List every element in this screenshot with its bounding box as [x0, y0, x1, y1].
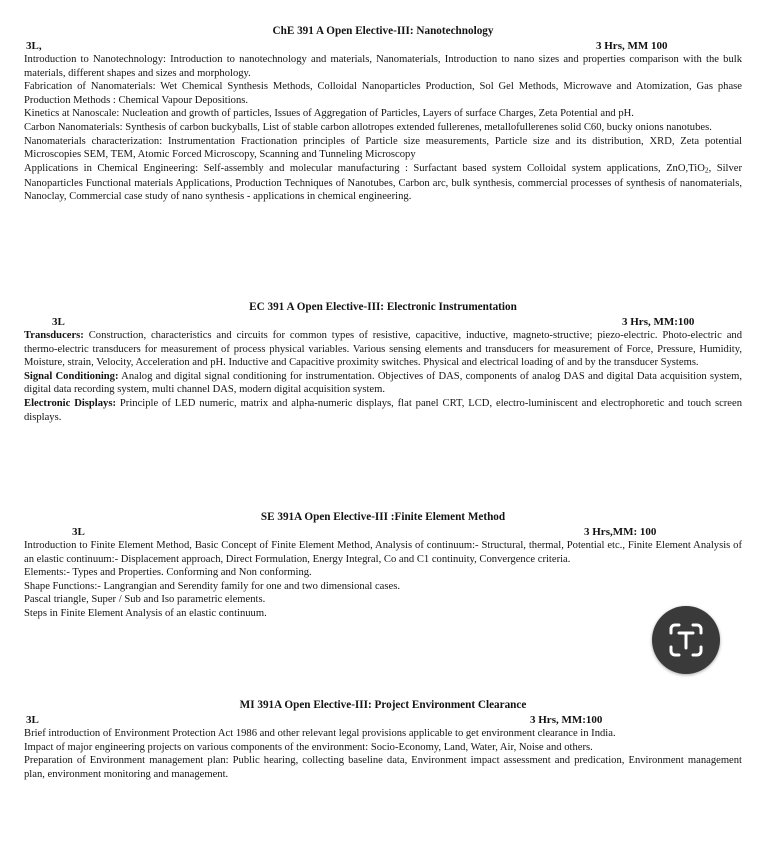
- course-hours: 3 Hrs, MM:100: [622, 316, 695, 328]
- course-content: [24, 727, 742, 781]
- course-hours: 3 Hrs,MM: 100: [584, 526, 657, 538]
- topic-text: Analog and digital signal conditioning for instrumentation. Objectives of DAS, components of analog DAS and digital Data acquisition system, digital data recording system, multi channel DAS, modern digital acquisition system.: [24, 370, 742, 396]
- course-content: [24, 539, 742, 621]
- topic-text: Construction, characteristics and circuits for common types of resistive, capacitive, inductive, magneto-structive; piezo-electric. Photo-electric and thermo-electric transducers for measurement of process physical variables. Various sensing elements and transducers for measurement of Force, Pressure, Humidity, Moisture, strain, Velocity, Acceleration and pH. Inductive and Capacitive proximity switches. Physical and electrical loading of and by the transducer Systems.: [24, 330, 742, 369]
- subscript-two: 2: [704, 165, 709, 175]
- topic-paragraph: Pascal triangle, Super / Sub and Iso parametric elements.: [24, 594, 266, 606]
- topic-paragraph: Carbon Nanomaterials: Synthesis of carbon buckyballs, List of stable carbon allotropes extended fullerenes, metallofullerenes solid C60, bucky onions nanotubes.: [24, 121, 712, 133]
- course-credits: 3L: [72, 526, 85, 538]
- course-credits: 3L,: [26, 40, 42, 52]
- course-meta: [24, 315, 742, 329]
- topic-paragraph: Shape Functions:- Langrangian and Serendity family for one and two dimensional cases.: [24, 580, 400, 592]
- course-content: [24, 53, 742, 204]
- course-credits: 3L: [52, 316, 65, 328]
- course-project-environment-clearance: [24, 698, 742, 781]
- text-scan-button[interactable]: [652, 606, 720, 674]
- course-finite-element-method: [24, 510, 742, 621]
- topic-paragraph: Preparation of Environment management plan: Public hearing, collecting baseline data, Environment impact assessment and predication, Environment management plan, environment monitoring and management.: [24, 755, 742, 780]
- topic-text: Principle of LED numeric, matrix and alpha-numeric displays, flat panel CRT, LCD, electro-luminiscent and electrophoretic and touch screen displays.: [24, 397, 743, 423]
- topic-paragraph: Brief introduction of Environment Protection Act 1986 and other relevant legal provisions applicable to get environment clearance in India.: [24, 728, 616, 739]
- course-hours: 3 Hrs, MM 100: [596, 40, 668, 52]
- course-title: MI 391A Open Elective-III: Project Environment Clearance: [239, 699, 527, 711]
- topic-paragraph: [24, 329, 742, 370]
- topic-paragraph: Introduction to Nanotechnology: Introduction to nanotechnology and materials, Nanomaterials, Introduction to nano sizes and properties comparison with the bulk materials, different shapes and sizes and morphology.: [24, 54, 742, 79]
- applications-text-start: Applications in Chemical Engineering: Self-assembly and molecular manufacturing : Surfactant based system Colloidal system applications, ZnO,TiO: [24, 162, 705, 174]
- course-title: EC 391 A Open Elective-III: Electronic Instrumentation: [249, 301, 517, 313]
- course-electronic-instrumentation: [24, 300, 742, 424]
- course-title: SE 391A Open Elective-III :Finite Element Method: [260, 511, 506, 523]
- topic-heading: Electronic Displays:: [24, 397, 116, 409]
- topic-paragraph: [24, 397, 742, 424]
- course-hours: 3 Hrs, MM:100: [530, 714, 603, 726]
- text-scan-icon: [666, 620, 706, 660]
- topic-heading: Transducers:: [24, 330, 84, 341]
- topic-paragraph: Elements:- Types and Properties. Conforming and Non conforming.: [24, 567, 312, 579]
- topic-paragraph: Kinetics at Nanoscale: Nucleation and growth of particles, Issues of Aggregation of Particles, Layers of surface Charges, Zeta Potential and pH.: [24, 108, 634, 120]
- topic-paragraph: [24, 370, 742, 397]
- topic-paragraph: Introduction to Finite Element Method, Basic Concept of Finite Element Method, Analysis of continuum:- Structural, thermal, Potential etc., Finite Element Analysis of an elastic continuum:- Displacement approach, Direct Formulation, Energy Integral, Co and C1 continuity, Convergence criteria.: [24, 540, 742, 565]
- course-meta: [24, 39, 742, 53]
- topic-paragraph-applications: [24, 162, 742, 204]
- topic-paragraph: Steps in Finite Element Analysis of an elastic continuum.: [24, 607, 267, 619]
- topic-paragraph: Impact of major engineering projects on various components of the environment: Socio-Economy, Land, Water, Air, Noise and others.: [24, 741, 593, 753]
- applications-text-end: , Silver Nanoparticles Functional materials Applications, Production Techniques of Nanotubes, Carbon arc, bulk synthesis, commercial processes of synthesis of nanomaterials, Nanoclay, Commercial case study of nano synthesis - applications in chemical engineering.: [24, 162, 742, 203]
- course-nanotechnology: [24, 24, 742, 204]
- topic-paragraph: Fabrication of Nanomaterials: Wet Chemical Synthesis Methods, Colloidal Nanoparticles Production, Sol Gel Methods, Microwave and Atomization, Gas phase Production Methods : Chemical Vapour Depositions.: [24, 81, 742, 106]
- topic-heading: Signal Conditioning:: [24, 370, 119, 382]
- course-meta: [24, 713, 742, 727]
- course-title: ChE 391 A Open Elective-III: Nanotechnology: [272, 25, 494, 37]
- topic-paragraph: Nanomaterials characterization: Instrumentation Fractionation principles of Particle size measurements, Particle size and its distribution, XRD, Zeta potential Microscopies SEM, TEM, Atomic Forced Microscopy, Scanning and Tunneling Microscopy: [24, 135, 742, 161]
- course-content: [24, 329, 742, 424]
- course-credits: 3L: [26, 714, 39, 726]
- course-meta: [24, 525, 742, 539]
